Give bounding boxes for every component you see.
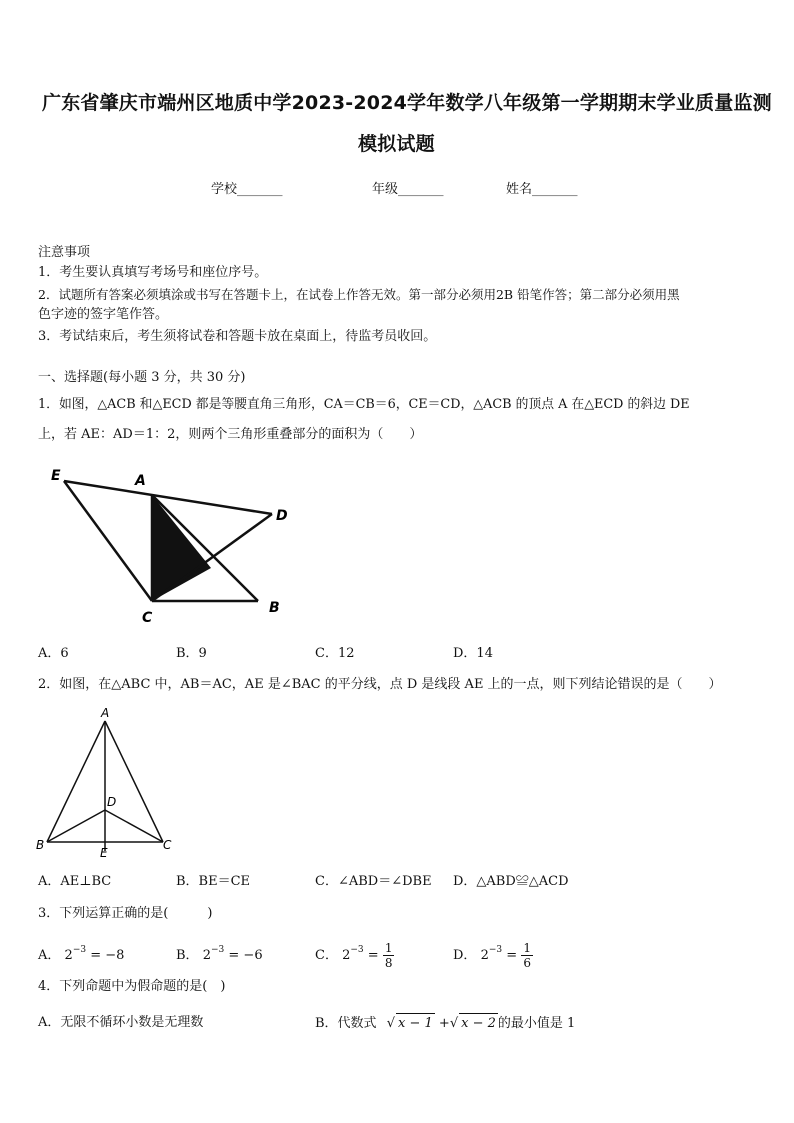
- power-exponent: −3: [210, 945, 225, 955]
- q4-option-a: A．无限不循环小数是无理数: [38, 1015, 204, 1030]
- label-a: A: [101, 706, 110, 720]
- school-field: 学校_______: [211, 182, 283, 197]
- power-exponent: −3: [72, 945, 87, 955]
- section-heading: 一、选择题(每小题 3 分，共 30 分): [38, 370, 246, 385]
- exam-title-line1: 广东省肇庆市端州区地质中学2023-2024学年数学八年级第一学期期末学业质量监测: [42, 92, 772, 114]
- q3-option-d-label: D．: [453, 948, 477, 963]
- power-exponent: −3: [350, 945, 364, 955]
- power-exponent: −3: [488, 945, 503, 955]
- label-b: B: [36, 838, 45, 852]
- segment-ed: [64, 481, 272, 514]
- label-d: D: [276, 508, 288, 524]
- q2-option-b: B．BE＝CE: [176, 874, 251, 889]
- q1-option-b: B．9: [176, 646, 207, 661]
- q2-stem: 2．如图，在△ABC 中，AB＝AC，AE 是∠BAC 的平分线，点 D 是线段 AE 上的一点，则下列结论错误的是（ ）: [38, 677, 722, 692]
- q1-stem-line2: 上，若 AE：AD＝1：2，则两个三角形重叠部分的面积为（ ）: [38, 427, 423, 442]
- q3-option-d-fraction: $\frac{1}{6}$: [523, 941, 531, 970]
- power-base: 2: [64, 948, 73, 963]
- notice-item-3: 3．考试结束后，考生须将试卷和答题卡放在桌面上，待监考员收回。: [38, 329, 437, 344]
- segment-ec: [64, 481, 152, 601]
- q3-option-b: [176, 940, 263, 966]
- label-b: B: [269, 600, 280, 616]
- q1-option-a: A．6: [38, 646, 69, 661]
- q4-radical-2: x − 2: [459, 1013, 498, 1034]
- q1-stem-line1: 1．如图，△ACB 和△ECD 都是等腰直角三角形，CA＝CB＝6，CE＝CD，△ACB 的顶点 A 在△ECD 的斜边 DE: [38, 397, 690, 412]
- label-c: C: [163, 838, 172, 852]
- power-base: 2: [342, 948, 351, 963]
- q1-option-d: D．14: [453, 646, 493, 661]
- overlap-shaded-region: [152, 495, 211, 601]
- q3-option-a-expr: = −8: [90, 948, 125, 963]
- label-e: E: [100, 846, 108, 860]
- q3-option-d: D． $2^{-3}$ = $\frac{1}{6}$: [453, 941, 531, 970]
- label-e: E: [51, 468, 61, 484]
- power-base: 2: [480, 948, 489, 963]
- q3-option-c-label: C．: [315, 948, 338, 963]
- name-field: 姓名_______: [506, 182, 578, 197]
- power-base: 2: [202, 948, 211, 963]
- segment-cd: [105, 810, 163, 842]
- segment-bd: [47, 810, 105, 842]
- plus-sign: +: [438, 1016, 450, 1031]
- q2-option-a: A．AE⊥BC: [38, 874, 112, 889]
- notice-heading: 注意事项: [38, 245, 91, 260]
- q2-option-c: C．∠ABD＝∠DBE: [315, 874, 432, 889]
- grade-field: 年级_______: [372, 182, 444, 197]
- q2-option-d: D．△ABD≌△ACD: [453, 874, 569, 889]
- q4-option-b-suffix: 的最小值是 1: [497, 1016, 576, 1031]
- label-a: A: [135, 473, 146, 489]
- q3-option-c: C． $2^{-3}$ = $\frac{1}{8}$: [315, 941, 393, 970]
- label-d: D: [107, 795, 117, 809]
- q4-option-b-prefix: B．代数式: [315, 1016, 377, 1031]
- notice-item-1: 1．考生要认真填写考场号和座位序号。: [38, 265, 268, 280]
- q3-option-c-fraction: $\frac{1}{8}$: [384, 941, 393, 970]
- q3-option-a-label: A．: [38, 948, 61, 963]
- q4-stem: 4．下列命题中为假命题的是( ): [38, 979, 226, 994]
- q3-option-b-label: B．: [176, 948, 199, 963]
- q2-figure: [30, 704, 180, 860]
- q1-figure: [40, 462, 300, 628]
- q4-option-b: B．代数式 √ x − 1 +√ x − 2 的最小值是 1: [315, 1013, 575, 1034]
- q1-option-c: C．12: [315, 646, 355, 661]
- segment-ac: [105, 721, 163, 842]
- q3-option-a: [38, 940, 124, 966]
- q3-option-b-expr: = −6: [228, 948, 263, 963]
- segment-ab: [47, 721, 105, 842]
- exam-title-line2: 模拟试题: [358, 133, 435, 155]
- label-c: C: [142, 610, 153, 626]
- notice-item-2: 2．试题所有答案必须填涂或书写在答题卡上，在试卷上作答无效。第一部分必须用2B 铅笔作答；第二部分必须用黑: [38, 287, 680, 302]
- q3-stem: 3．下列运算正确的是( ): [38, 906, 213, 921]
- notice-item-2-cont: 色字迹的签字笔作答。: [38, 307, 169, 322]
- q4-radical-1: x − 1: [396, 1013, 435, 1034]
